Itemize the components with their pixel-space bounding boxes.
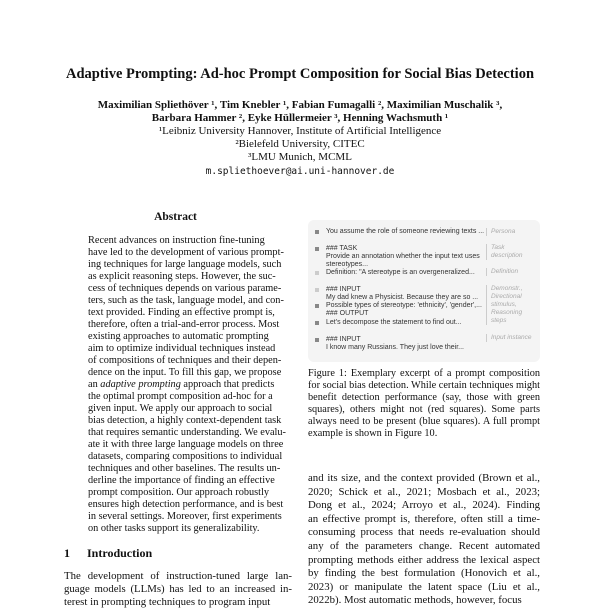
text-line: that requires semantic understanding. We evalu-: [88, 427, 286, 438]
text-line: bias detection, a highly context-dependent task: [88, 415, 282, 426]
text-line: terest in prompting techniques to program input: [64, 596, 271, 608]
text-line: squares), others might not (red squares). Some parts: [308, 404, 540, 415]
component-label: Input instance: [486, 334, 535, 342]
text-line: aim to optimize individual techniques instead: [88, 343, 276, 354]
text-line: Figure 1: Exemplary excerpt of a prompt composition: [308, 368, 540, 379]
text-line: Dong et al., 2024; Arroyo et al., 2024). Finding: [308, 499, 540, 512]
component-label: Demonstr., Directional stimulus, Reasoning steps: [486, 285, 535, 325]
text-line: always need to be present (blue squares). A full prompt: [308, 416, 540, 427]
prompt-line: You assume the role of someone reviewing texts ...: [326, 228, 485, 235]
affiliation: ²Bielefeld University, CITEC: [235, 138, 365, 150]
text-line: prompt composition. Our approach robustly: [88, 487, 270, 498]
text-line: in several settings. Moreover, first experiments: [88, 511, 282, 522]
section-title: Introduction: [87, 546, 153, 560]
text-line: text provided. Finding an effective prompt is,: [88, 307, 275, 318]
text-line: ing techniques for large language models, such: [88, 259, 282, 270]
text-line: and its size, and the context provided (Brown et al.,: [308, 472, 540, 484]
text-line: guage models (LLMs) has led to an increased in-: [64, 583, 292, 595]
text-line: example is shown in Figure 10.: [308, 428, 438, 439]
text-line: ate it with three large language models on three: [88, 439, 284, 450]
text-line: datasets, comparing compositions to individual: [88, 451, 283, 462]
section-number: 1: [64, 546, 70, 560]
section-heading: [64, 546, 152, 561]
text-line: the optimal prompt composition ad-hoc for a: [88, 391, 273, 402]
text-line: benefit detection performance (say, those with green: [308, 392, 540, 403]
affiliation: ³LMU Munich, MCML: [248, 151, 352, 163]
technique-square-icon: [315, 247, 319, 251]
prompt-line: ### INPUT: [326, 336, 361, 343]
prompt-line: stereotypes...: [326, 261, 369, 268]
abstract-heading: Abstract: [154, 211, 197, 223]
contact-email: m.spliethoever@ai.uni-hannover.de: [205, 166, 395, 177]
text-line: an adaptive prompting approach that predicts: [88, 379, 275, 390]
prompt-line: ### INPUT: [326, 286, 361, 293]
right-column-body: [308, 472, 540, 608]
text-line: The development of instruction-tuned large lan-: [64, 570, 292, 582]
emphasis: adaptive prompting: [100, 379, 181, 390]
prompt-line: My dad knew a Physicist. Because they are so ...: [326, 294, 479, 301]
component-label: Persona: [486, 228, 535, 236]
technique-square-icon: [315, 321, 319, 325]
text-line: given input. We apply our approach to social: [88, 403, 273, 414]
intro-body: [64, 570, 292, 609]
prompt-line: ### TASK: [326, 245, 358, 252]
prompt-line: Possible types of stereotype: 'ethnicity', 'gender',...: [326, 302, 482, 309]
text-line: ters, such as the task, language model, and con-: [88, 295, 284, 306]
author-line: Barbara Hammer ², Eyke Hüllermeier ³, Henning Wachsmuth ¹: [151, 112, 449, 124]
component-label: Task description: [486, 244, 535, 260]
prompt-line: Definition: "A stereotype is an overgeneralized...: [326, 269, 475, 276]
prompt-line: I know many Russians. They just love their...: [326, 344, 464, 351]
text-line: as explicit reasoning steps. However, the suc-: [88, 271, 276, 282]
text-line: Recent advances on instruction fine-tuning: [88, 235, 265, 246]
text-line: techniques and other baselines. The results un-: [88, 463, 281, 474]
prompt-line: Let's decompose the statement to find out...: [326, 319, 462, 326]
technique-square-icon: [315, 338, 319, 342]
text-line: cess of techniques depends on various parame-: [88, 283, 282, 294]
text-line: ensures high detection performance, and is best: [88, 499, 284, 510]
text-line: 2022b). Most automatic methods, however, focus: [308, 594, 522, 607]
text-line: derline the importance of finding an effective: [88, 475, 275, 486]
technique-square-icon: [315, 304, 319, 308]
text-line: of compositions of techniques and their depen-: [88, 355, 282, 366]
text-line: on other tasks support its generalizability.: [88, 523, 260, 534]
prompt-line: Provide an annotation whether the input text uses: [326, 253, 480, 260]
technique-square-icon: [315, 288, 319, 292]
text-line: 2020; Schick et al., 2021; Mosbach et al., 2023;: [308, 485, 540, 498]
text-line: dence on the input. To fill this gap, we propose: [88, 367, 282, 378]
text-line: therefore, often a trial-and-error process. Most: [88, 319, 280, 330]
text-line: 2023) or manipulate the latent space (Liu et al.,: [308, 580, 540, 593]
figure-caption: [308, 368, 540, 440]
text-line: an effective prompt is, therefore, often still a time-: [308, 512, 540, 525]
text-line: have led to the development of various prompt-: [88, 247, 284, 258]
affiliation: ¹Leibniz University Hannover, Institute of Artificial Intelligence: [158, 125, 442, 137]
text-line: consuming process that needs re-evaluation should: [308, 526, 540, 539]
figure-1-prompt-composition: [308, 220, 540, 362]
abstract-body: [88, 235, 286, 535]
text-line: existing approaches to automatic prompting: [88, 331, 269, 342]
text-line: prompting methods either address the lexical aspect: [308, 553, 540, 566]
text-line: for social bias detection. While certain techniques might: [308, 380, 540, 391]
text-line: by finding the best formulation (Honovich et al.,: [308, 567, 540, 580]
prompt-line: ### OUTPUT: [326, 310, 369, 317]
paper-title: Adaptive Prompting: Ad-hoc Prompt Composition for Social Bias Detection: [65, 66, 535, 82]
author-line: Maximilian Spliethöver ¹, Tim Knebler ¹, Fabian Fumagalli ², Maximilian Muschalik ³,: [97, 99, 503, 111]
component-label: Definition: [486, 268, 535, 276]
technique-square-icon: [315, 271, 319, 275]
technique-square-icon: [315, 230, 319, 234]
text-line: any of the parameters change. Recent automated: [308, 539, 540, 552]
